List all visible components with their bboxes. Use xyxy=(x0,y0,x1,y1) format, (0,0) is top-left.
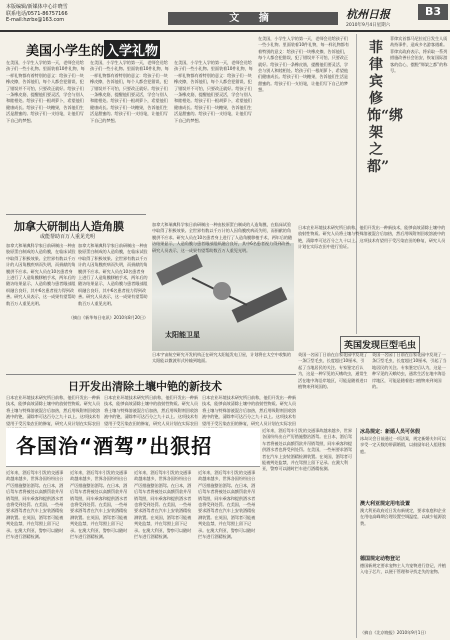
article-3-col-1: 日本农业环境技术研究所日前称，他们开发出一种新技术，能够高效清除土壤中的放射性物质。研究人员将土壤与特殊溶液混合后加热，然后用吸附剂回收溶液中的铯，清除率可达百分之九十以上。这项技术有望用于受污染农田的修复，研究人员计划在实际农田 xyxy=(6,395,101,426)
article-1-col-3: 在美国，小学生入学的第一天，老师会送给孩子们一些小礼物。里面装着10件礼物，每一样礼物都有着特别的意义：给孩子们一块橡皮擦，告诉他们，每个人都会犯错误，犯了错误并不可怕，只要改正就好。给孩子们一条橡皮筋，提醒他们要灵活，学会与别人和睦相处。给孩子们一根胡萝卜，希望他们健康成长。给孩子们一块糖果，告诉他们生活是甜蜜的。给孩子们一支铅笔，让他们写下自己的梦想。 xyxy=(174,60,253,123)
photo-top-text: 加拿大和瑞典科学家日前研制出一种由胶原蛋白制成的人造角膜，在临床试验中取得了积极效果。全世界有数以千万计的人因角膜疾病而失明，而捐献的角膜供不应求。研究人员在10名患者身上进行了人造角膜移植手术，两年后的随访结果显示，人造角膜与患者眼部组织融合良好，其中6名患者视力得到改善。研究人员表示，这一成果有望帮助数百万人重见光明。 xyxy=(152,222,294,253)
article-2-col-1: 加拿大和瑞典科学家日前研制出一种由胶原蛋白制成的人造角膜，在临床试验中取得了积极效果。全世界有数以千万计的人因角膜疾病而失明，而捐献的角膜供不应求。研究人员在10名患者身上进行了人造角膜移植手术，两年后的随访结果显示，人造角膜与患者眼部组织融合良好，其中6名患者视力得到改善。研究人员表示，这一成果有望帮助数百万人重见光明。 xyxy=(6,243,76,306)
article-5-col-5: 近年来，酒后驾车引发的交通事故越来越多，世界各国纷纷出台严厉措施整治酒驾。在日本，酒后驾车者将被处以高额罚款并吊销驾照，同车乘客和提供酒水者也将受到处罚。在美国，一些州要求酒驾者在汽车上安装酒精检测装置。在英国，酒驾者可能被判处监禁，并在驾照上留下记录。在澳大利亚，警察可以随时拦车进行酒精检测。 xyxy=(262,428,352,472)
brief-2-title: 澳大利亚规定用电设置 xyxy=(360,501,411,507)
photo-label: 太阳能卫星 xyxy=(165,331,200,339)
article-3-col-3: 日本农业环境技术研究所日前称，他们开发出一种新技术，能够高效清除土壤中的放射性物质。研究人员将土壤与特殊溶液混合后加热，然后用吸附剂回收溶液中的铯，清除率可达百分之九十以上。这项技术有望用于受污染农田的修复，研究人员计划在实际农田 xyxy=(202,395,297,426)
article-1-col-2: 在美国，小学生入学的第一天，老师会送给孩子们一些小礼物。里面装着10件礼物，每一样礼物都有着特别的意义：给孩子们一块橡皮擦，告诉他们，每个人都会犯错误，犯了错误并不可怕，只要改正就好。给孩子们一条橡皮筋，提醒他们要灵活，学会与别人和睦相处。给孩子们一根胡萝卜，希望他们健康成长。给孩子们一块糖果，告诉他们生活是甜蜜的。给孩子们一支铅笔，让他们写下自己的梦想。 xyxy=(90,60,169,123)
vertical-article-title: 菲律宾修饰“绑架之都” xyxy=(367,40,404,175)
divider xyxy=(6,214,146,215)
article-1-col-1: 在美国，小学生入学的第一天，老师会送给孩子们一些小礼物。里面装着10件礼物，每一样礼物都有着特别的意义：给孩子们一块橡皮擦，告诉他们，每个人都会犯错误，犯了错误并不可怕，只要改正就好。给孩子们一条橡皮筋，提醒他们要灵活，学会与别人和睦相处。给孩子们一根胡萝卜，希望他们健康成长。给孩子们一块糖果，告诉他们生活是甜蜜的。给孩子们一支铅笔，让他们写下自己的梦想。 xyxy=(6,60,85,123)
article-3-col-2: 日本农业环境技术研究所日前称，他们开发出一种新技术，能够高效清除土壤中的放射性物质。研究人员将土壤与特殊溶液混合后加热，然后用吸附剂回收溶液中的铯，清除率可达百分之九十以上。这项技术有望用于受污染农田的修复，研究人员计划在实际农田 xyxy=(104,395,199,426)
article-1-title: 美国小学生的 入学礼物 xyxy=(26,40,160,59)
page-code: B3 xyxy=(418,4,448,20)
article-3-title: 日开发出清除土壤中铯的新技术 xyxy=(68,380,222,393)
header-line-1: 本版编辑/新媒体中心许晓雪 xyxy=(6,4,68,10)
photo-caption: 日本宇宙航空研究开发机构正在研究太阳能发电卫星，计划将在太空中收集的太阳能以微波形式传输到地面。 xyxy=(152,352,291,364)
header-rule xyxy=(0,30,450,32)
brief-3-text: 德国新规定要求宠物主人为宠物进行登记，并植入电子芯片，以便于管理和寻找走失的宠物。 xyxy=(360,563,446,575)
column-divider xyxy=(356,428,357,638)
article-1-col-4: 在美国，小学生入学的第一天，老师会送给孩子们一些小礼物。里面装着10件礼物，每一样礼物都有着特别的意义：给孩子们一块橡皮擦，告诉他们，每个人都会犯错误，犯了错误并不可怕，只要改正就好。给孩子们一条橡皮筋，提醒他们要灵活，学会与别人和睦相处。给孩子们一根胡萝卜，希望他们健康成长。给孩子们一块糖果，告诉他们生活是甜蜜的。给孩子们一支铅笔，让他们写下自己的梦想。 xyxy=(258,36,349,93)
article-5-col-1: 近年来，酒后驾车引发的交通事故越来越多，世界各国纷纷出台严厉措施整治酒驾。在日本，酒后驾车者将被处以高额罚款并吊销驾照，同车乘客和提供酒水者也将受到处罚。在美国，一些州要求酒驾者在汽车上安装酒精检测装置。在英国，酒驾者可能被判处监禁，并在驾照上留下记录。在澳大利亚，警察可以随时拦车进行酒精检测。 xyxy=(6,470,64,540)
brief-credit: （摘自《北京晚报》2010年9月1日） xyxy=(360,630,429,635)
header-line-2: 联系电话/0571-86757166 xyxy=(6,10,68,17)
article-2-col-2: 加拿大和瑞典科学家日前研制出一种由胶原蛋白制成的人造角膜，在临床试验中取得了积极效果。全世界有数以千万计的人因角膜疾病而失明，而捐献的角膜供不应求。研究人员在10名患者身上进行了人造角膜移植手术，两年后的随访结果显示，人造角膜与患者眼部组织融合良好，其中6名患者视力得到改善。研究人员表示，这一成果有望帮助数百万人重见光明。 xyxy=(78,243,148,306)
article-4-title: 英国发现巨型毛虫 xyxy=(340,336,420,353)
brief-3-title: 德国规定动物登记 xyxy=(360,556,401,562)
masthead: 杭州日报 xyxy=(346,8,390,21)
divider xyxy=(6,374,296,375)
article-5-col-4: 近年来，酒后驾车引发的交通事故越来越多，世界各国纷纷出台严厉措施整治酒驾。在日本，酒后驾车者将被处以高额罚款并吊销驾照，同车乘客和提供酒水者也将受到处罚。在美国，一些州要求酒驾者在汽车上安装酒精检测装置。在英国，酒驾者可能被判处监禁，并在驾照上留下记录。在澳大利亚，警察可以随时拦车进行酒精检测。 xyxy=(198,470,256,540)
article-4-col-2: 英国一名园丁日前在自家花园中发现了一条巨型毛虫，长度超过10厘米，引起了当地居民的关注。专家鉴定后认为，这是一种罕见的天蛾幼虫，通常生活在地中海沿岸地区，可能是随着进口植物来到英国的。 xyxy=(372,352,447,390)
brief-1-title: 冰岛规定：新婚人员可休假 xyxy=(360,429,421,435)
brief-1-text: 冰岛议会日前通过一项法案，规定新婚夫妇可以享受一定天数的带薪婚假，以鼓励年轻人组建家庭。 xyxy=(360,436,446,454)
article-2-credit: （摘自《新华每日电讯》2010年8月20日） xyxy=(68,315,148,320)
article-4-col-1: 英国一名园丁日前在自家花园中发现了一条巨型毛虫，长度超过10厘米，引起了当地居民的关注。专家鉴定后认为，这是一种罕见的天蛾幼虫，通常生活在地中海沿岸地区，可能是随着进口植物来到英国的。 xyxy=(298,352,368,390)
header-line-3: E-mail:hzrbx@163.com xyxy=(6,17,65,23)
article-2-subtitle: 或能帮助百万人重见光明 xyxy=(40,234,96,240)
section-banner: 文 摘 xyxy=(168,12,338,25)
brief-2-text: 澳大利亚政府近日发布新规定，要求家庭和企业在用电高峰期合理设置空调温度，以减少能源浪费。 xyxy=(360,508,446,526)
article-5-col-3: 近年来，酒后驾车引发的交通事故越来越多，世界各国纷纷出台严厉措施整治酒驾。在日本，酒后驾车者将被处以高额罚款并吊销驾照，同车乘客和提供酒水者也将受到处罚。在美国，一些州要求酒驾者在汽车上安装酒精检测装置。在英国，酒驾者可能被判处监禁，并在驾照上留下记录。在澳大利亚，警察可以随时拦车进行酒精检测。 xyxy=(134,470,192,540)
drunk-driving-banner xyxy=(6,428,260,467)
drunk-driving-title: 各国治“酒驾”出狠招 xyxy=(16,434,213,458)
article-mid-right-text: 日本农业环境技术研究所日前称，他们开发出一种新技术，能够高效清除土壤中的放射性物质。研究人员将土壤与特殊溶液混合后加热，然后用吸附剂回收溶液中的铯，清除率可达百分之九十以上。这项技术有望用于受污染农田的修复，研究人员计划在实际农田中进行验证。 xyxy=(298,225,446,250)
header-left xyxy=(6,4,156,24)
issue-date: 2010年9月4日星期六 xyxy=(346,23,391,28)
vertical-article-text: 菲律宾首都马尼拉近日发生人质劫持事件，造成多名游客遇难。菲律宾政府表示，将采取一系列措施改善社会治安，恢复国际游客的信心，摆脱“绑架之都”的称号。 xyxy=(390,36,448,74)
article-5-col-2: 近年来，酒后驾车引发的交通事故越来越多，世界各国纷纷出台严厉措施整治酒驾。在日本，酒后驾车者将被处以高额罚款并吊销驾照，同车乘客和提供酒水者也将受到处罚。在美国，一些州要求酒驾者在汽车上安装酒精检测装置。在英国，酒驾者可能被判处监禁，并在驾照上留下记录。在澳大利亚，警察可以随时拦车进行酒精检测。 xyxy=(70,470,128,540)
article-2-title: 加拿大研制出人造角膜 xyxy=(14,220,124,233)
